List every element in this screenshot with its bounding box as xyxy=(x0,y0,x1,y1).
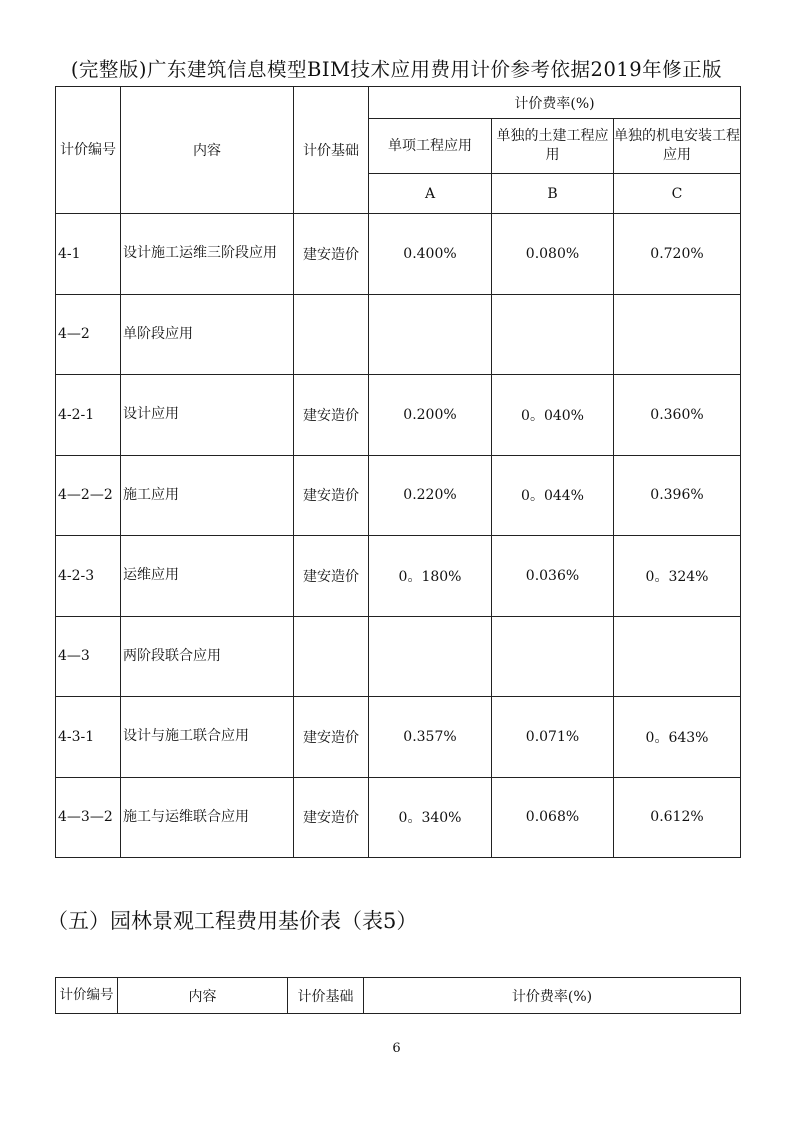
row-code: 4—3 xyxy=(56,616,121,697)
row-rate-c: 0.720% xyxy=(614,214,741,295)
document-title: (完整版)广东建筑信息模型BIM技术应用费用计价参考依据2019年修正版 xyxy=(70,58,723,81)
row-rate-b: 0。044% xyxy=(492,455,614,536)
row-rate-c xyxy=(614,294,741,375)
row-rate-a: 0。340% xyxy=(369,777,492,858)
page-number: 6 xyxy=(392,1041,401,1056)
row-rate-c: 0。324% xyxy=(614,536,741,617)
row-content: 施工与运维联合应用 xyxy=(121,777,294,858)
row-basis: 建安造价 xyxy=(294,375,369,456)
row-rate-c: 0.360% xyxy=(614,375,741,456)
row-rate-b xyxy=(492,294,614,375)
row-rate-b: 0.068% xyxy=(492,777,614,858)
section-heading: （五）园林景观工程费用基价表（表5） xyxy=(47,909,418,933)
header-col-c: 单独的机电安装工程应用 xyxy=(614,119,741,174)
table-row xyxy=(56,616,741,697)
row-basis: 建安造价 xyxy=(294,536,369,617)
row-content: 设计施工运维三阶段应用 xyxy=(121,214,294,295)
row-basis: 建安造价 xyxy=(294,697,369,778)
row-code: 4-3-1 xyxy=(56,697,121,778)
row-rate-c: 0。643% xyxy=(614,697,741,778)
row-content: 施工应用 xyxy=(121,455,294,536)
table-row xyxy=(56,214,741,295)
row-code: 4—3—2 xyxy=(56,777,121,858)
t5-header-code: 计价编号 xyxy=(56,978,118,1014)
header-basis: 计价基础 xyxy=(294,87,369,214)
row-code: 4—2—2 xyxy=(56,455,121,536)
row-rate-c xyxy=(614,616,741,697)
fee-table-4 xyxy=(55,86,741,858)
row-rate-b: 0.036% xyxy=(492,536,614,617)
row-rate-a: 0.400% xyxy=(369,214,492,295)
row-rate-a xyxy=(369,616,492,697)
row-content: 两阶段联合应用 xyxy=(121,616,294,697)
row-basis: 建安造价 xyxy=(294,214,369,295)
t5-header-content: 内容 xyxy=(118,978,288,1014)
table-row xyxy=(56,455,741,536)
row-content: 设计与施工联合应用 xyxy=(121,697,294,778)
row-basis xyxy=(294,294,369,375)
row-rate-a xyxy=(369,294,492,375)
fee-table-5 xyxy=(55,977,741,1014)
row-rate-b: 0.071% xyxy=(492,697,614,778)
header-letter-c: C xyxy=(614,174,741,214)
header-content: 内容 xyxy=(121,87,294,214)
table-row xyxy=(56,777,741,858)
row-basis xyxy=(294,616,369,697)
row-basis: 建安造价 xyxy=(294,455,369,536)
row-rate-c: 0.396% xyxy=(614,455,741,536)
t5-header-basis: 计价基础 xyxy=(288,978,364,1014)
row-code: 4-2-1 xyxy=(56,375,121,456)
row-basis: 建安造价 xyxy=(294,777,369,858)
row-rate-a: 0.220% xyxy=(369,455,492,536)
table-row xyxy=(56,536,741,617)
header-col-b: 单独的土建工程应用 xyxy=(492,119,614,174)
row-rate-a: 0。180% xyxy=(369,536,492,617)
row-content: 单阶段应用 xyxy=(121,294,294,375)
row-rate-b: 0。040% xyxy=(492,375,614,456)
row-content: 设计应用 xyxy=(121,375,294,456)
header-code: 计价编号 xyxy=(56,87,121,214)
header-letter-a: A xyxy=(369,174,492,214)
row-content: 运维应用 xyxy=(121,536,294,617)
row-rate-b xyxy=(492,616,614,697)
header-col-a: 单项工程应用 xyxy=(369,119,492,174)
t5-header-rate: 计价费率(%) xyxy=(364,978,741,1014)
row-code: 4—2 xyxy=(56,294,121,375)
row-rate-a: 0.357% xyxy=(369,697,492,778)
table-row xyxy=(56,294,741,375)
row-code: 4-1 xyxy=(56,214,121,295)
row-rate-b: 0.080% xyxy=(492,214,614,295)
row-rate-a: 0.200% xyxy=(369,375,492,456)
row-rate-c: 0.612% xyxy=(614,777,741,858)
row-code: 4-2-3 xyxy=(56,536,121,617)
header-rate-group: 计价费率(%) xyxy=(369,87,741,119)
table-row xyxy=(56,697,741,778)
table-row xyxy=(56,375,741,456)
header-letter-b: B xyxy=(492,174,614,214)
